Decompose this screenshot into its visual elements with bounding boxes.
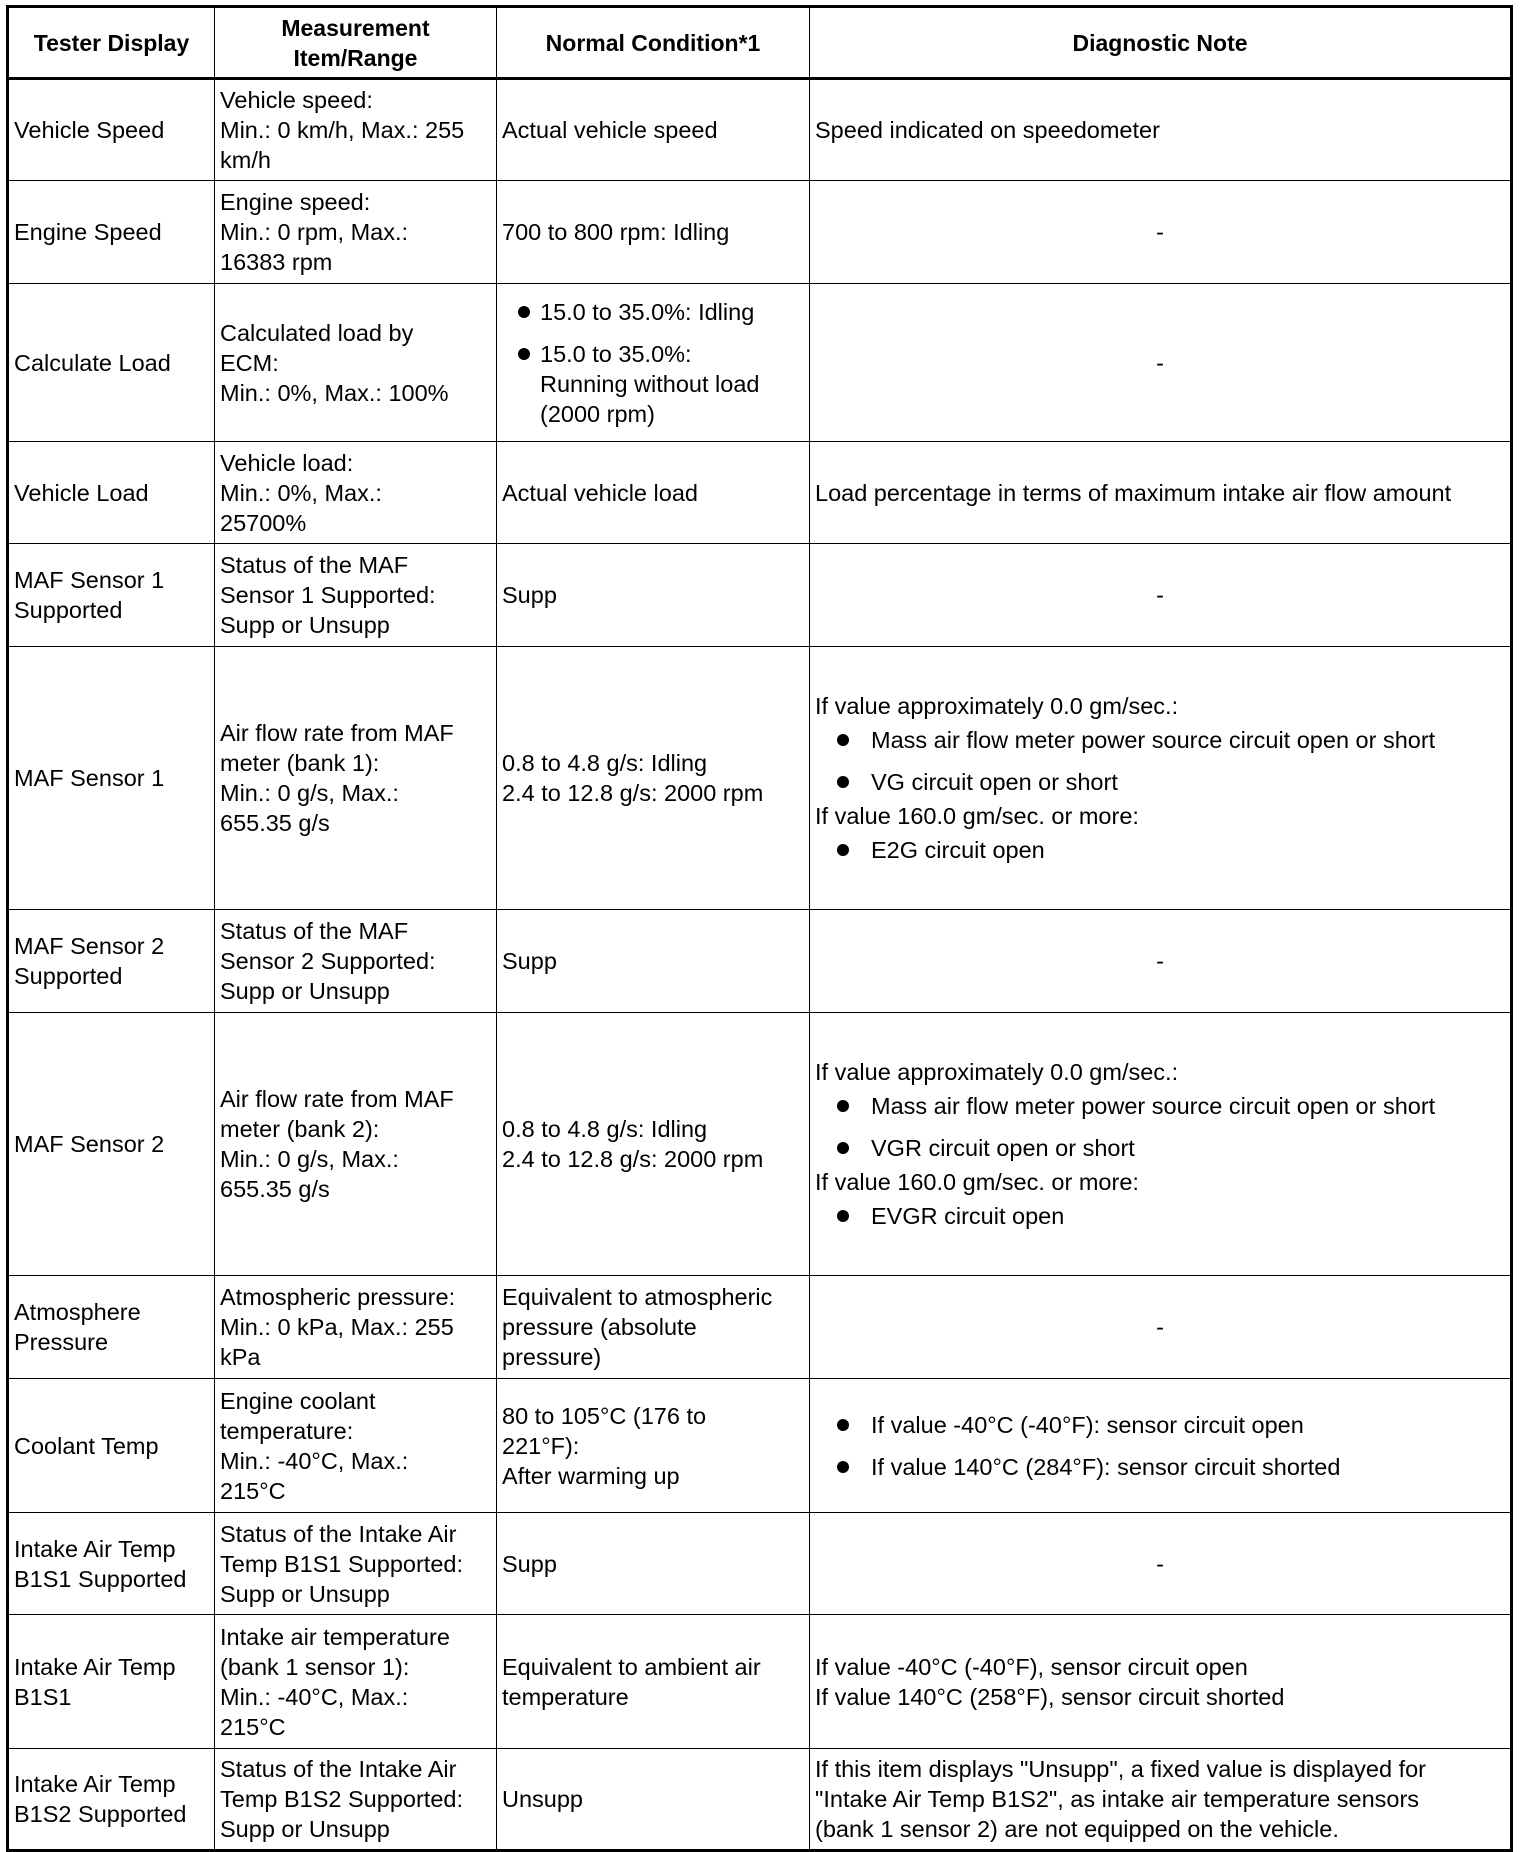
measurement-line: Min.: 0 rpm, Max.:: [220, 219, 409, 245]
normal-line: Equivalent to atmospheric: [502, 1284, 773, 1310]
measurement-line: Supp or Unsupp: [220, 978, 390, 1004]
measurement-line: Status of the Intake Air: [220, 1520, 457, 1547]
normal-line: pressure (absolute: [502, 1314, 697, 1340]
measurement-line: Vehicle speed:: [220, 87, 373, 113]
bullet-text: VG circuit open or short: [871, 769, 1118, 795]
bullet-text: Mass air flow meter power source circuit open or short: [871, 727, 1436, 753]
tester-line: Supported: [14, 963, 123, 989]
measurement-line: Air flow rate from MAF: [220, 1086, 454, 1112]
measurement-line: Min.: 0 km/h, Max.: 255: [220, 117, 465, 143]
measurement-line: ECM:: [220, 349, 279, 376]
bullet-icon: [837, 1100, 849, 1112]
normal-line: 80 to 105°C (176 to: [502, 1402, 707, 1429]
list-item: [815, 767, 1505, 797]
measurement-line: Min.: -40°C, Max.:: [220, 1683, 409, 1710]
normal-condition-cell: Actual vehicle load: [497, 442, 810, 544]
measurement-line: Min.: 0 g/s, Max.:: [220, 1146, 399, 1172]
normal-condition-cell: Unsupp: [497, 1749, 810, 1851]
measurement-line: Supp or Unsupp: [220, 1580, 390, 1607]
measurement-line: Atmospheric pressure:: [220, 1284, 456, 1310]
header-measurement-line-1: Measurement: [281, 14, 430, 41]
tester-display-cell: [8, 1276, 215, 1379]
table-row: [8, 1513, 1512, 1615]
table-row: [8, 1276, 1512, 1379]
header-diagnostic-note: Diagnostic Note: [810, 7, 1512, 79]
normal-condition-cell: [497, 647, 810, 910]
note-intro: If value approximately 0.0 gm/sec.:: [815, 693, 1179, 719]
list-item: [815, 1091, 1505, 1121]
bullet-text: VGR circuit open or short: [871, 1135, 1135, 1161]
tester-line: B1S2 Supported: [14, 1801, 187, 1827]
normal-condition-cell: Supp: [497, 1513, 810, 1615]
normal-line: 0.8 to 4.8 g/s: Idling: [502, 750, 708, 776]
bullet-icon: [518, 306, 530, 318]
bullet-icon: [837, 1419, 849, 1431]
diagnostic-note-cell: Speed indicated on speedometer: [810, 79, 1512, 181]
tester-display-cell: Engine Speed: [8, 181, 215, 284]
tester-display-cell: [8, 1749, 215, 1851]
measurement-line: (bank 1 sensor 1):: [220, 1653, 410, 1680]
bullet-icon: [837, 844, 849, 856]
normal-condition-cell: Actual vehicle speed: [497, 79, 810, 181]
normal-line: pressure): [502, 1344, 602, 1370]
table-row: [8, 181, 1512, 284]
measurement-line: Min.: 0%, Max.: 100%: [220, 379, 449, 406]
measurement-line: Vehicle load:: [220, 449, 354, 476]
header-tester-display: Tester Display: [8, 7, 215, 79]
tester-line: Supported: [14, 597, 123, 623]
measurement-cell: [215, 1749, 497, 1851]
tester-line: Pressure: [14, 1329, 109, 1355]
note-line: If this item displays "Unsupp", a fixed value is displayed for: [815, 1756, 1426, 1782]
list-item: [815, 835, 1505, 865]
diagnostic-note-cell: [810, 1615, 1512, 1749]
measurement-line: Status of the MAF: [220, 918, 409, 944]
measurement-line: Status of the MAF: [220, 552, 409, 578]
normal-line: 221°F):: [502, 1432, 580, 1459]
measurement-line: Supp or Unsupp: [220, 1816, 390, 1842]
measurement-line: 16383 rpm: [220, 249, 333, 275]
measurement-line: Sensor 2 Supported:: [220, 948, 436, 974]
bullet-icon: [837, 1461, 849, 1473]
table-row: [8, 442, 1512, 544]
list-item: [815, 1133, 1505, 1163]
diagnostic-note-cell: -: [810, 181, 1512, 284]
measurement-line: Temp B1S2 Supported:: [220, 1786, 463, 1812]
tester-line: B1S1: [14, 1683, 72, 1710]
table-row: [8, 79, 1512, 181]
measurement-cell: [215, 1276, 497, 1379]
tester-line: MAF Sensor 1: [14, 567, 165, 593]
measurement-line: km/h: [220, 147, 271, 173]
normal-condition-cell: [497, 1615, 810, 1749]
measurement-line: 215°C: [220, 1713, 286, 1740]
normal-line: 2.4 to 12.8 g/s: 2000 rpm: [502, 1146, 764, 1172]
header-normal-condition: Normal Condition*1: [497, 7, 810, 79]
measurement-cell: [215, 181, 497, 284]
measurement-cell: [215, 1013, 497, 1276]
measurement-line: Air flow rate from MAF: [220, 720, 454, 746]
tester-display-cell: [8, 544, 215, 647]
diagnostic-note-cell: Load percentage in terms of maximum intake air flow amount: [810, 442, 1512, 544]
diagnostic-note-cell: -: [810, 1276, 1512, 1379]
bullet-text: Mass air flow meter power source circuit open or short: [871, 1093, 1436, 1119]
tester-line: B1S1 Supported: [14, 1565, 187, 1592]
table-row: [8, 284, 1512, 442]
bullet-text: 15.0 to 35.0%: Idling: [540, 298, 755, 325]
diagnostic-note-cell: [810, 1379, 1512, 1513]
measurement-cell: [215, 1379, 497, 1513]
measurement-line: 655.35 g/s: [220, 810, 330, 836]
diagnostic-note-cell: -: [810, 284, 1512, 442]
measurement-cell: [215, 79, 497, 181]
bullet-text: If value 140°C (284°F): sensor circuit shorted: [871, 1453, 1341, 1480]
note-line: (bank 1 sensor 2) are not equipped on the vehicle.: [815, 1816, 1339, 1842]
normal-condition-cell: [497, 1276, 810, 1379]
note-intro: If value approximately 0.0 gm/sec.:: [815, 1059, 1179, 1085]
measurement-line: Temp B1S1 Supported:: [220, 1550, 463, 1577]
measurement-line: Min.: 0%, Max.:: [220, 479, 382, 506]
tester-display-cell: [8, 910, 215, 1013]
measurement-line: Min.: -40°C, Max.:: [220, 1447, 409, 1474]
measurement-line: 215°C: [220, 1477, 286, 1504]
bullet-icon: [837, 734, 849, 746]
bullet-text: E2G circuit open: [871, 837, 1045, 863]
tester-display-cell: MAF Sensor 1: [8, 647, 215, 910]
normal-condition-cell: Supp: [497, 544, 810, 647]
normal-line: Equivalent to ambient air: [502, 1653, 761, 1680]
measurement-line: kPa: [220, 1344, 261, 1370]
table-row: [8, 910, 1512, 1013]
diagnostic-note-cell: [810, 1749, 1512, 1851]
bullet-icon: [518, 348, 530, 360]
bullet-icon: [837, 1210, 849, 1222]
measurement-line: Intake air temperature: [220, 1623, 450, 1650]
tester-line: Atmosphere: [14, 1299, 141, 1325]
measurement-line: Min.: 0 kPa, Max.: 255: [220, 1314, 454, 1340]
list-item: [502, 339, 804, 429]
normal-condition-cell: [497, 284, 810, 442]
measurement-line: Min.: 0 g/s, Max.:: [220, 780, 399, 806]
measurement-cell: [215, 1615, 497, 1749]
measurement-line: 25700%: [220, 509, 307, 536]
tester-line: Intake Air Temp: [14, 1535, 176, 1562]
bullet-icon: [837, 1142, 849, 1154]
list-item: [815, 1201, 1505, 1231]
normal-condition-cell: [497, 1013, 810, 1276]
table-row: [8, 1749, 1512, 1851]
bullet-text: EVGR circuit open: [871, 1203, 1065, 1229]
measurement-line: Calculated load by: [220, 319, 414, 346]
measurement-line: Sensor 1 Supported:: [220, 582, 436, 608]
measurement-cell: [215, 1513, 497, 1615]
note-line: "Intake Air Temp B1S2", as intake air temperature sensors: [815, 1786, 1420, 1812]
note-line: If value 140°C (258°F), sensor circuit shorted: [815, 1683, 1285, 1710]
diagnostic-note-cell: -: [810, 544, 1512, 647]
table-row: [8, 1379, 1512, 1513]
measurement-line: temperature:: [220, 1417, 354, 1444]
normal-line: temperature: [502, 1683, 629, 1710]
table-row: [8, 1615, 1512, 1749]
data-list-table-container: [6, 5, 1510, 1852]
diagnostic-note-cell: -: [810, 1513, 1512, 1615]
tester-display-cell: [8, 1615, 215, 1749]
measurement-cell: [215, 284, 497, 442]
tester-line: Intake Air Temp: [14, 1771, 176, 1797]
note-intro: If value 160.0 gm/sec. or more:: [815, 803, 1139, 829]
data-list-table: [6, 5, 1513, 1852]
bullet-text: Running without load: [540, 370, 760, 397]
tester-display-cell: Vehicle Speed: [8, 79, 215, 181]
measurement-line: Status of the Intake Air: [220, 1756, 457, 1782]
bullet-text: 15.0 to 35.0%:: [540, 340, 692, 367]
normal-condition-cell: [497, 1379, 810, 1513]
measurement-cell: [215, 910, 497, 1013]
tester-display-cell: Coolant Temp: [8, 1379, 215, 1513]
normal-condition-cell: Supp: [497, 910, 810, 1013]
measurement-cell: [215, 647, 497, 910]
diagnostic-note-cell: [810, 1013, 1512, 1276]
header-measurement: [215, 7, 497, 79]
bullet-text: (2000 rpm): [540, 400, 655, 427]
tester-display-cell: MAF Sensor 2: [8, 1013, 215, 1276]
table-row: [8, 1013, 1512, 1276]
tester-display-cell: Vehicle Load: [8, 442, 215, 544]
normal-line: 2.4 to 12.8 g/s: 2000 rpm: [502, 780, 764, 806]
normal-line: 0.8 to 4.8 g/s: Idling: [502, 1116, 708, 1142]
measurement-line: Engine coolant: [220, 1387, 376, 1414]
tester-line: MAF Sensor 2: [14, 933, 165, 959]
measurement-line: 655.35 g/s: [220, 1176, 330, 1202]
header-row: [8, 7, 1512, 79]
tester-display-cell: Calculate Load: [8, 284, 215, 442]
measurement-line: Supp or Unsupp: [220, 612, 390, 638]
measurement-line: meter (bank 1):: [220, 750, 380, 776]
diagnostic-note-cell: [810, 647, 1512, 910]
measurement-cell: [215, 544, 497, 647]
header-measurement-line-2: Item/Range: [293, 44, 418, 71]
bullet-text: If value -40°C (-40°F): sensor circuit open: [871, 1411, 1304, 1438]
normal-condition-cell: 700 to 800 rpm: Idling: [497, 181, 810, 284]
measurement-line: meter (bank 2):: [220, 1116, 380, 1142]
measurement-cell: [215, 442, 497, 544]
table-row: [8, 544, 1512, 647]
diagnostic-note-cell: -: [810, 910, 1512, 1013]
normal-line: After warming up: [502, 1462, 680, 1489]
note-intro: If value 160.0 gm/sec. or more:: [815, 1169, 1139, 1195]
note-line: If value -40°C (-40°F), sensor circuit open: [815, 1653, 1248, 1680]
measurement-line: Engine speed:: [220, 189, 371, 215]
list-item: [815, 1452, 1505, 1482]
bullet-icon: [837, 776, 849, 788]
list-item: [815, 725, 1505, 755]
list-item: [502, 297, 804, 327]
table-row: [8, 647, 1512, 910]
list-item: [815, 1410, 1505, 1440]
tester-display-cell: [8, 1513, 215, 1615]
tester-line: Intake Air Temp: [14, 1653, 176, 1680]
